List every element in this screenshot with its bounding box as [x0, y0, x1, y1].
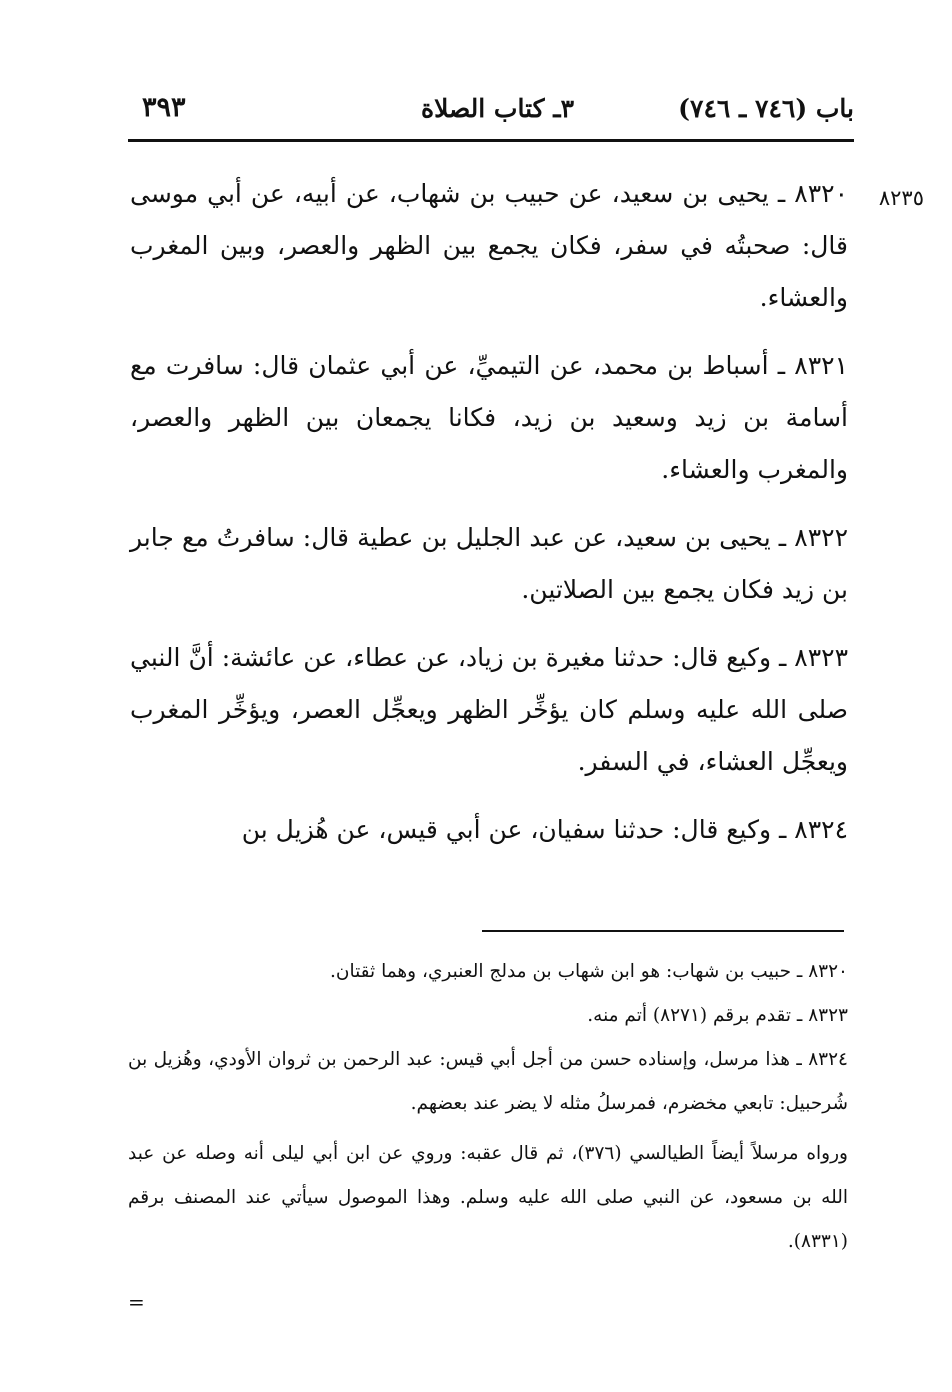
footnote: ٨٣٢٣ ـ تقدم برقم (٨٢٧١) أتم منه. [587, 1005, 848, 1026]
margin-reference-number: ٨٢٣٥ [878, 186, 924, 210]
footnote: ٨٣٢٠ ـ حبيب بن شهاب: هو ابن شهاب بن مدلج العنبري، وهما ثقتان. [330, 961, 848, 982]
page-header [128, 88, 854, 138]
hadith-paragraph: ٨٣٢٤ ـ وكيع قال: حدثنا سفيان، عن أبي قيس، عن هُزيل بن [241, 815, 848, 844]
hadith-paragraph: ٨٣٢٠ ـ يحيى بن سعيد، عن حبيب بن شهاب، عن أبيه، عن أبي موسى قال: صحبتُه في سفر، فكان يجمع بين الظهر والعصر، وبين المغرب والعشاء. [130, 179, 848, 312]
chapter-heading: باب (٧٤٦ ـ ٧٤٦) [678, 94, 854, 123]
continuation-mark: = [128, 1290, 145, 1314]
hadith-paragraph: ٨٣٢٣ ـ وكيع قال: حدثنا مغيرة بن زياد، عن عطاء، عن عائشة: أنَّ النبي صلى الله عليه وسلم كان يؤخِّر الظهر ويعجِّل العصر، ويؤخِّر المغرب ويعجِّل العشاء، في السفر. [130, 643, 848, 776]
page-number: ٣٩٣ [142, 92, 186, 123]
footnote: ورواه مرسلاً أيضاً الطيالسي (٣٧٦)، ثم قال عقبه: وروي عن ابن أبي ليلى أنه وصله عن عبد الله بن مسعود، عن النبي صلى الله عليه وسلم. وهذا الموصول سيأتي عند المصنف برقم (٨٣٣١). [128, 1143, 848, 1252]
hadith-paragraph: ٨٣٢١ ـ أسباط بن محمد، عن التيميِّ، عن أبي عثمان قال: سافرت مع أسامة بن زيد وسعيد بن زيد، فكانا يجمعان بين الظهر والعصر، والمغرب والعشاء. [130, 351, 848, 484]
footnote-separator [482, 930, 844, 932]
footnotes [128, 950, 848, 1264]
book-title: ٣ـ كتاب الصلاة [420, 94, 574, 123]
hadith-paragraph: ٨٣٢٢ ـ يحيى بن سعيد، عن عبد الجليل بن عطية قال: سافرتُ مع جابر بن زيد فكان يجمع بين الصلاتين. [130, 523, 848, 604]
main-text [130, 168, 848, 872]
header-rule [128, 139, 854, 142]
footnote: ٨٣٢٤ ـ هذا مرسل، وإسناده حسن من أجل أبي قيس: عبد الرحمن بن ثروان الأودي، وهُزيل بن شُرحبيل: تابعي مخضرم، فمرسلُ مثله لا يضر عند بعضهم. [128, 1049, 848, 1114]
